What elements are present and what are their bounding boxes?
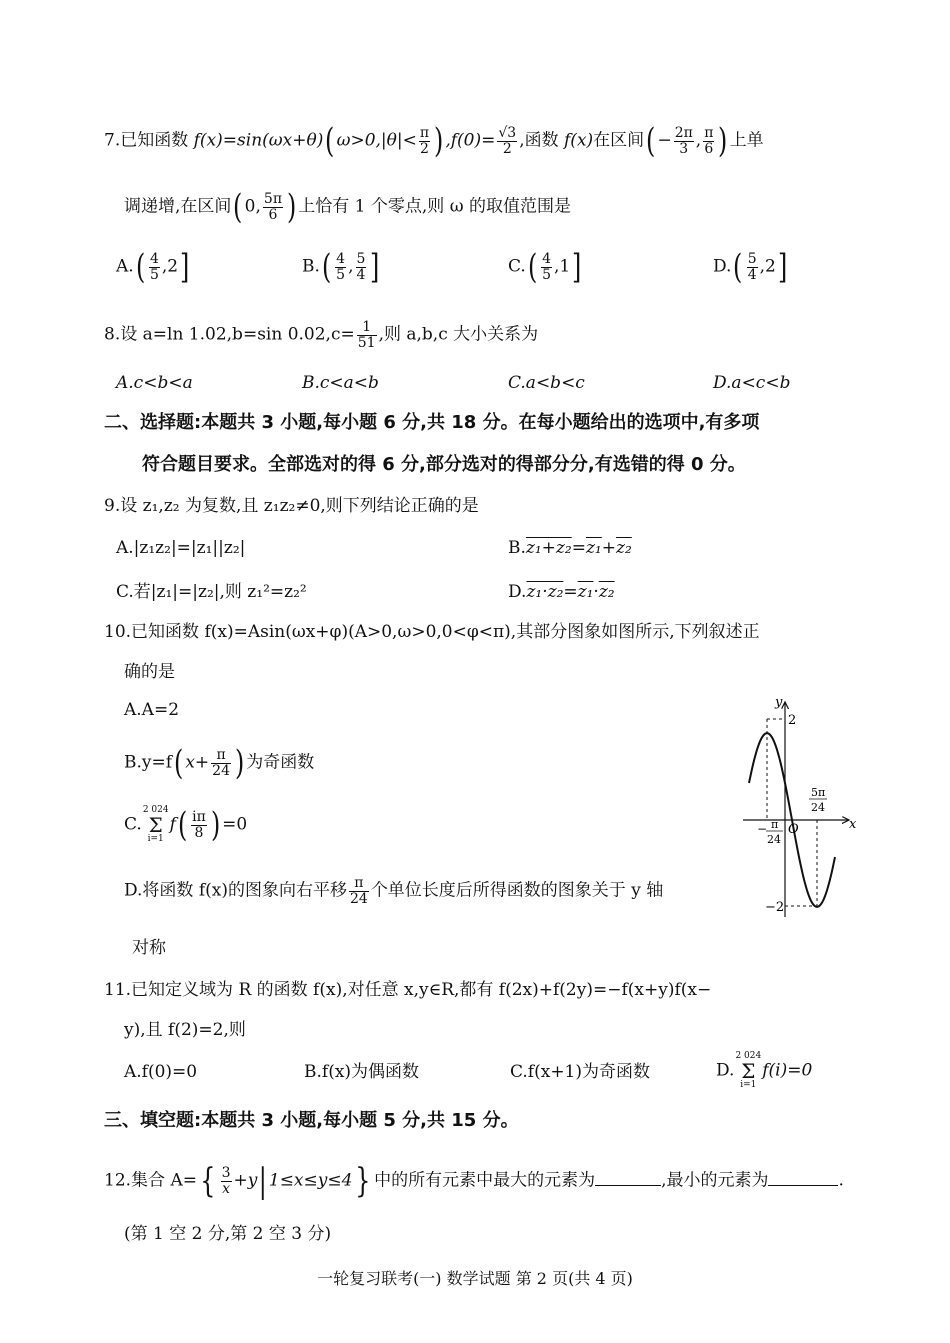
answer-blank-2[interactable] (768, 1185, 838, 1186)
q7-line2: 调递增,在区间( 0, $\frac{5\pi}{6}$ ) 上恰有 1 个零点,则 ω 的取值范围是 (124, 187, 571, 227)
q9-option-c: C.若|z₁|=|z₂|,则 z₁²=z₂² (116, 582, 307, 602)
q8-option-d: D.a<c<b (713, 373, 791, 393)
q8-option-b: B.c<a<b (302, 373, 379, 393)
q7-line1: 7.已知函数 f(x)=sin(ωx+θ)( ω>0,|θ|< $\frac{\pi}{2}$ ) ,f(0)= $\frac{√3}{2}$ ,函数 f(x)在区间( − $\frac{2\pi}{3}$ , $\frac{\pi}{6}$ ) 上单 (104, 121, 764, 161)
q7-option-c: C.( $\frac{4}{5}$ ,1] (508, 247, 582, 287)
q8-line: 8.设 a=ln 1.02,b=sin 0.02,c= $\frac{1}{51}$ ,则 a,b,c 大小关系为 (104, 319, 539, 351)
page-footer: 一轮复习联考(一) 数学试题 第 2 页(共 4 页) (317, 1269, 633, 1288)
q11-option-d: D. 2 024 Σ i=1 f(i)=0 (716, 1051, 813, 1090)
answer-blank-1[interactable] (595, 1185, 661, 1186)
max-label: 2 (788, 713, 797, 728)
q7-option-b: B.( $\frac{4}{5}$ , $\frac{5}{4}$ ] (302, 247, 380, 287)
q7-option-a: A.( $\frac{4}{5}$ ,2] (116, 247, 190, 287)
q12-line: 12.集合 A={ $\frac{3}{x}$ +y| 1≤x≤y≤4} 中的所有元素中最大的元素为 ,最小的元素为 . (104, 1161, 844, 1201)
q9-stem: 9.设 z₁,z₂ 为复数,且 z₁z₂≠0,则下列结论正确的是 (104, 496, 479, 516)
q12-note: (第 1 空 2 分,第 2 空 3 分) (124, 1224, 332, 1244)
q10-option-c: C. 2 024 Σ i=1 f( $\frac{i\pi}{8}$ ) =0 (124, 805, 248, 845)
q11-line1: 11.已知定义域为 R 的函数 f(x),对任意 x,y∈R,都有 f(2x)+f(2y)=−f(x+y)f(x− (104, 980, 712, 1000)
q10-line2: 确的是 (124, 662, 175, 682)
q9-option-d: D.z₁·z₂=z₁·z₂ (508, 582, 615, 602)
q11-line2: y),且 f(2)=2,则 (124, 1020, 246, 1040)
origin-label: O (788, 822, 799, 837)
neg-tick-sign: − (757, 822, 768, 836)
frac-pi-2: $\frac{\pi}{2}$ (419, 124, 430, 157)
y-axis-label: y (775, 695, 783, 710)
min-label: −2 (765, 900, 785, 915)
pos-tick-num: 5π (811, 786, 826, 799)
q11-option-a: A.f(0)=0 (124, 1062, 198, 1082)
neg-tick-den: 24 (767, 833, 781, 846)
section-3-heading: 三、填空题:本题共 3 小题,每小题 5 分,共 15 分。 (104, 1110, 519, 1131)
q10-sine-graph (735, 692, 865, 922)
section-2-heading: 二、选择题:本题共 3 小题,每小题 6 分,共 18 分。在每小题给出的选项中,有多项 (104, 412, 760, 433)
q10-option-a: A.A=2 (124, 700, 180, 720)
section-2-heading-cont: 符合题目要求。全部选对的得 6 分,部分选对的得部分分,有选错的得 0 分。 (142, 454, 746, 475)
neg-tick-num: π (771, 818, 779, 831)
frac-sqrt3-2: $\frac{√3}{2}$ (498, 124, 517, 157)
q9-option-b: B.z₁+z₂=z₁+z₂ (508, 538, 632, 558)
q10-option-d-cont: 对称 (132, 938, 166, 958)
q8-option-a: A.c<b<a (116, 373, 193, 393)
q8-option-c: C.a<b<c (508, 373, 585, 393)
q11-option-c: C.f(x+1)为奇函数 (510, 1062, 651, 1082)
q11-option-b: B.f(x)为偶函数 (304, 1062, 420, 1082)
q9-option-a: A.|z₁z₂|=|z₁||z₂| (116, 538, 246, 558)
q10-option-b: B.y=f( x+ $\frac{\pi}{24}$ ) 为奇函数 (124, 743, 315, 783)
q10-line1: 10.已知函数 f(x)=Asin(ωx+φ)(A>0,ω>0,0<φ<π),其部分图象如图所示,下列叙述正 (104, 622, 760, 642)
x-axis-label: x (849, 817, 857, 832)
q7-option-d: D.( $\frac{5}{4}$ ,2] (713, 247, 788, 287)
pos-tick-den: 24 (811, 801, 825, 814)
q10-option-d: D.将函数 f(x)的图象向右平移 $\frac{\pi}{24}$ 个单位长度后所得函数的图象关于 y 轴 (124, 875, 664, 907)
